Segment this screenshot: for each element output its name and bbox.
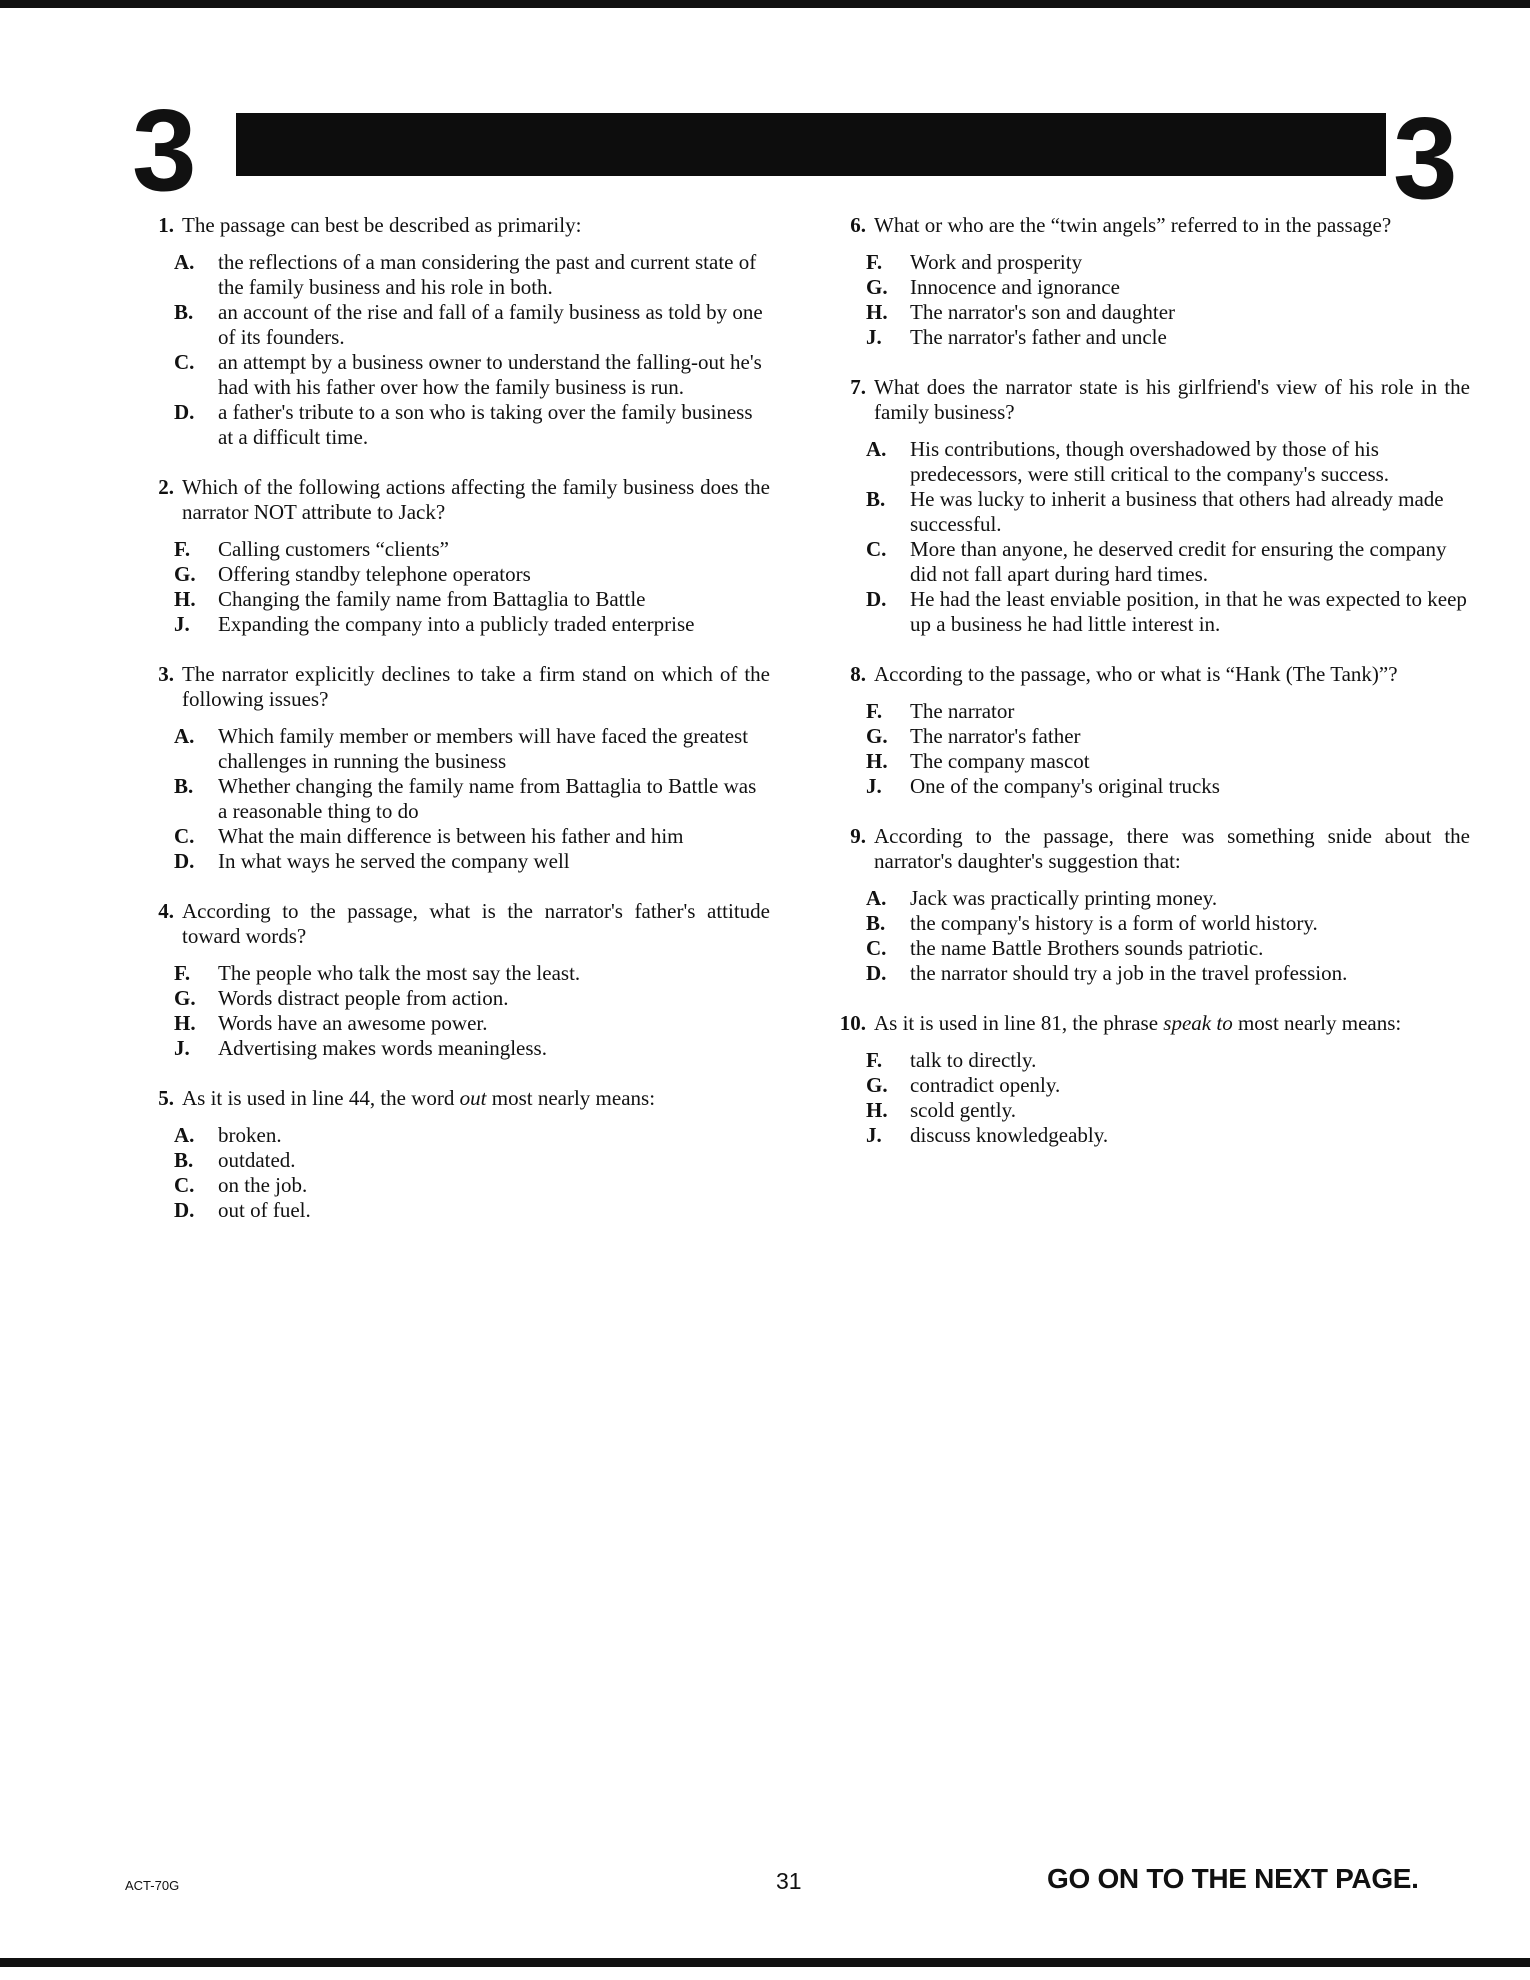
question-number: 9. xyxy=(850,824,866,848)
option-text: Whether changing the family name from Battaglia to Battle was a reasonable thing to do xyxy=(218,774,757,823)
page-number: 31 xyxy=(776,1868,802,1894)
option-text: out of fuel. xyxy=(218,1198,311,1222)
answer-option[interactable] xyxy=(174,724,770,774)
answer-option[interactable] xyxy=(866,1123,1470,1148)
option-letter: D. xyxy=(174,1198,195,1222)
question-stem xyxy=(832,1011,1470,1036)
option-letter: J. xyxy=(174,1036,190,1060)
answer-option[interactable] xyxy=(866,587,1470,637)
option-letter: F. xyxy=(174,537,191,561)
option-letter: H. xyxy=(866,1098,888,1122)
answer-option[interactable] xyxy=(174,612,770,637)
option-letter: H. xyxy=(866,749,888,773)
option-letter: D. xyxy=(866,961,887,985)
option-text: a father's tribute to a son who is taking over the family business at a difficult time. xyxy=(218,400,753,449)
answer-option[interactable] xyxy=(174,986,770,1011)
question-number: 2. xyxy=(158,475,174,499)
option-text: on the job. xyxy=(218,1173,308,1197)
answer-options xyxy=(832,1048,1470,1148)
option-letter: G. xyxy=(866,275,888,299)
answer-options xyxy=(832,250,1470,350)
question xyxy=(832,824,1470,986)
answer-options xyxy=(140,961,770,1061)
question-text: According to the passage, what is the narrator's father's attitude toward words? xyxy=(182,899,770,948)
left-question-column xyxy=(140,213,770,1248)
option-text: His contributions, though overshadowed by those of his predecessors, were still critical to the company's success. xyxy=(910,437,1390,486)
question-number: 8. xyxy=(850,662,866,686)
option-letter: B. xyxy=(174,1148,194,1172)
option-letter: J. xyxy=(174,612,190,636)
question-text xyxy=(874,1011,1470,1036)
option-letter: B. xyxy=(174,300,194,324)
answer-option[interactable] xyxy=(174,537,770,562)
option-text: broken. xyxy=(218,1123,282,1147)
answer-option[interactable] xyxy=(174,587,770,612)
section-number-right: 3 xyxy=(1393,93,1458,223)
option-text: In what ways he served the company well xyxy=(218,849,570,873)
answer-option[interactable] xyxy=(866,911,1470,936)
answer-option[interactable] xyxy=(174,350,770,400)
answer-options xyxy=(140,537,770,637)
option-text: More than anyone, he deserved credit for ensuring the company did not fall apart during hard times. xyxy=(910,537,1447,586)
option-letter: G. xyxy=(866,724,888,748)
option-text: He had the least enviable position, in that he was expected to keep up a business he had little interest in. xyxy=(910,587,1467,636)
option-text: Jack was practically printing money. xyxy=(910,886,1218,910)
option-letter: B. xyxy=(866,911,886,935)
question-stem xyxy=(140,1086,770,1111)
option-letter: A. xyxy=(174,250,195,274)
question-stem xyxy=(832,662,1470,687)
answer-option[interactable] xyxy=(866,437,1470,487)
section-header-bar xyxy=(236,113,1386,176)
option-letter: C. xyxy=(174,824,195,848)
option-letter: G. xyxy=(174,986,196,1010)
option-letter: C. xyxy=(174,1173,195,1197)
question-stem xyxy=(140,475,770,525)
option-text: The people who talk the most say the least. xyxy=(218,961,581,985)
option-letter: A. xyxy=(866,886,887,910)
option-letter: J. xyxy=(866,325,882,349)
answer-option[interactable] xyxy=(174,1198,770,1223)
answer-option[interactable] xyxy=(174,1011,770,1036)
answer-option[interactable] xyxy=(174,824,770,849)
section-number-left: 3 xyxy=(132,85,197,215)
option-text: contradict openly. xyxy=(910,1073,1061,1097)
right-question-column xyxy=(832,213,1470,1173)
option-text: Changing the family name from Battaglia to Battle xyxy=(218,587,646,611)
question-stem xyxy=(832,213,1470,238)
answer-option[interactable] xyxy=(866,936,1470,961)
option-text: The narrator's father xyxy=(910,724,1081,748)
question xyxy=(140,1086,770,1223)
question-emphasis: out xyxy=(459,1086,487,1110)
option-text: The company mascot xyxy=(910,749,1090,773)
option-text: the reflections of a man considering the past and current state of the family business and his role in both. xyxy=(218,250,757,299)
option-letter: C. xyxy=(866,936,887,960)
answer-option[interactable] xyxy=(866,250,1470,275)
option-letter: D. xyxy=(174,400,195,424)
answer-option[interactable] xyxy=(866,699,1470,724)
option-letter: F. xyxy=(866,250,883,274)
question-text: What or who are the “twin angels” referred to in the passage? xyxy=(874,213,1392,237)
question-text-before: As it is used in line 44, the word xyxy=(182,1086,460,1110)
answer-option[interactable] xyxy=(174,849,770,874)
go-on-next-page: GO ON TO THE NEXT PAGE. xyxy=(1047,1863,1419,1894)
question-emphasis: speak to xyxy=(1163,1011,1233,1035)
option-letter: C. xyxy=(174,350,195,374)
option-text: the narrator should try a job in the travel profession. xyxy=(910,961,1348,985)
option-letter: C. xyxy=(866,537,887,561)
option-text: One of the company's original trucks xyxy=(910,774,1220,798)
question-stem xyxy=(140,213,770,238)
option-text: the name Battle Brothers sounds patriotic. xyxy=(910,936,1264,960)
answer-option[interactable] xyxy=(174,400,770,450)
option-letter: F. xyxy=(866,1048,883,1072)
answer-options xyxy=(832,437,1470,637)
option-letter: J. xyxy=(866,1123,882,1147)
option-text: talk to directly. xyxy=(910,1048,1037,1072)
option-letter: A. xyxy=(174,1123,195,1147)
option-letter: D. xyxy=(866,587,887,611)
form-code: ACT-70G xyxy=(125,1878,180,1893)
option-text: Offering standby telephone operators xyxy=(218,562,531,586)
answer-option[interactable] xyxy=(174,250,770,300)
option-letter: H. xyxy=(866,300,888,324)
question-text-after: most nearly means: xyxy=(486,1086,656,1110)
answer-option[interactable] xyxy=(174,300,770,350)
option-text: Which family member or members will have faced the greatest challenges in running the business xyxy=(218,724,749,773)
option-text: The narrator's son and daughter xyxy=(910,300,1176,324)
question-number: 3. xyxy=(158,662,174,686)
question-text: According to the passage, there was something snide about the narrator's daughter's suggestion that: xyxy=(874,824,1470,873)
option-text: an attempt by a business owner to understand the falling-out he's had with his father over how the family business is run. xyxy=(218,350,762,399)
bottom-rule xyxy=(0,1958,1530,1967)
option-letter: F. xyxy=(174,961,191,985)
answer-option[interactable] xyxy=(174,1148,770,1173)
question-text: What does the narrator state is his girlfriend's view of his role in the family business? xyxy=(874,375,1470,424)
question-number: 4. xyxy=(158,899,174,923)
answer-option[interactable] xyxy=(866,749,1470,774)
question-text: Which of the following actions affecting the family business does the narrator NOT attribute to Jack? xyxy=(182,475,770,524)
answer-option[interactable] xyxy=(866,537,1470,587)
answer-option[interactable] xyxy=(866,1048,1470,1073)
option-letter: D. xyxy=(174,849,195,873)
option-text: The narrator's father and uncle xyxy=(910,325,1167,349)
option-letter: H. xyxy=(174,587,196,611)
option-letter: H. xyxy=(174,1011,196,1035)
answer-options xyxy=(832,886,1470,986)
question-number: 5. xyxy=(158,1086,174,1110)
answer-option[interactable] xyxy=(866,300,1470,325)
option-letter: A. xyxy=(174,724,195,748)
question-number: 6. xyxy=(850,213,866,237)
question xyxy=(832,1011,1470,1148)
option-text: Work and prosperity xyxy=(910,250,1083,274)
option-text: Expanding the company into a publicly traded enterprise xyxy=(218,612,695,636)
option-text: Words have an awesome power. xyxy=(218,1011,488,1035)
question-text: According to the passage, who or what is “Hank (The Tank)”? xyxy=(874,662,1398,686)
option-letter: G. xyxy=(866,1073,888,1097)
answer-option[interactable] xyxy=(866,961,1470,986)
option-text: an account of the rise and fall of a family business as told by one of its founders. xyxy=(218,300,763,349)
question-text: The passage can best be described as primarily: xyxy=(182,213,582,237)
answer-option[interactable] xyxy=(866,886,1470,911)
answer-options xyxy=(140,250,770,450)
option-letter: F. xyxy=(866,699,883,723)
question xyxy=(140,899,770,1061)
option-text: Words distract people from action. xyxy=(218,986,509,1010)
answer-option[interactable] xyxy=(866,724,1470,749)
option-text: Advertising makes words meaningless. xyxy=(218,1036,547,1060)
question-text-after: most nearly means: xyxy=(1232,1011,1402,1035)
question-text: The narrator explicitly declines to take a firm stand on which of the following issues? xyxy=(182,662,770,711)
question-stem xyxy=(140,662,770,712)
question xyxy=(832,662,1470,799)
answer-options xyxy=(832,699,1470,799)
option-letter: B. xyxy=(866,487,886,511)
answer-options xyxy=(140,1123,770,1223)
option-letter: G. xyxy=(174,562,196,586)
option-text: Innocence and ignorance xyxy=(910,275,1120,299)
option-text: The narrator xyxy=(910,699,1015,723)
answer-option[interactable] xyxy=(866,774,1470,799)
option-text: scold gently. xyxy=(910,1098,1016,1122)
answer-option[interactable] xyxy=(866,325,1470,350)
question-stem xyxy=(140,899,770,949)
answer-option[interactable] xyxy=(866,275,1470,300)
question-text xyxy=(182,1086,770,1111)
answer-option[interactable] xyxy=(174,774,770,824)
answer-options xyxy=(140,724,770,874)
question-number: 7. xyxy=(850,375,866,399)
option-letter: A. xyxy=(866,437,887,461)
question-text-before: As it is used in line 81, the phrase xyxy=(874,1011,1164,1035)
option-text: He was lucky to inherit a business that others had already made successful. xyxy=(910,487,1444,536)
question-stem xyxy=(832,824,1470,874)
option-text: discuss knowledgeably. xyxy=(910,1123,1109,1147)
question-number: 10. xyxy=(839,1011,866,1035)
question xyxy=(140,475,770,637)
answer-option[interactable] xyxy=(174,1123,770,1148)
option-letter: J. xyxy=(866,774,882,798)
option-text: What the main difference is between his father and him xyxy=(218,824,684,848)
option-letter: B. xyxy=(174,774,194,798)
question-number: 1. xyxy=(158,213,174,237)
answer-option[interactable] xyxy=(866,1073,1470,1098)
answer-option[interactable] xyxy=(866,1098,1470,1123)
question xyxy=(832,375,1470,637)
answer-option[interactable] xyxy=(174,961,770,986)
top-rule xyxy=(0,0,1530,8)
question xyxy=(140,213,770,450)
answer-option[interactable] xyxy=(174,562,770,587)
answer-option[interactable] xyxy=(174,1036,770,1061)
question xyxy=(832,213,1470,350)
answer-option[interactable] xyxy=(174,1173,770,1198)
question-stem xyxy=(832,375,1470,425)
option-text: Calling customers “clients” xyxy=(218,537,449,561)
option-text: outdated. xyxy=(218,1148,296,1172)
answer-option[interactable] xyxy=(866,487,1470,537)
option-text: the company's history is a form of world history. xyxy=(910,911,1318,935)
question xyxy=(140,662,770,874)
